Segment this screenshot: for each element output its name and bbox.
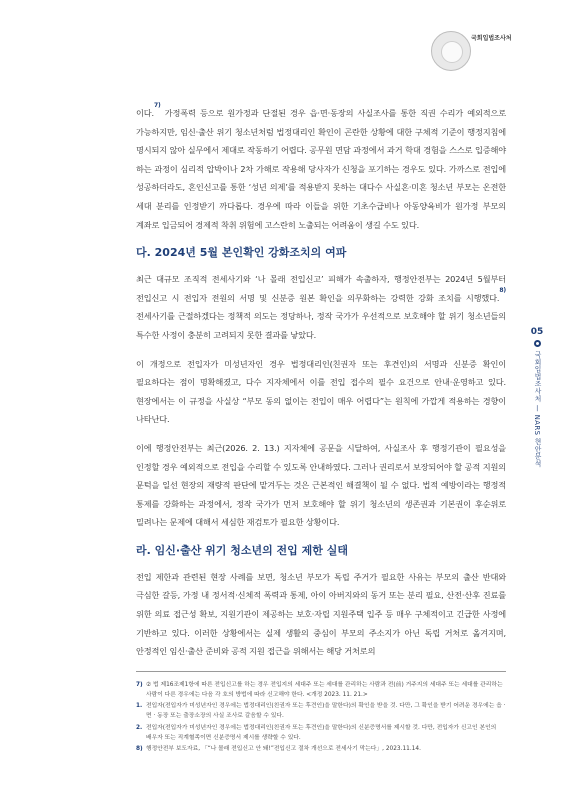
footnote-text: ② 법 제16조제1항에 따른 전입신고를 하는 경우 전입지의 세대주 또는 세대를 관리하는 사람과 전(前) 거주지의 세대주 또는 세대를 관리하는 사람이 다른 경우에는 다음 각 호의 방법에 따라 신고해야 한다. <개정 2023. 11. 21.>	[146, 681, 503, 699]
footnote-item-number: 2.	[136, 724, 143, 731]
nars-logo	[429, 29, 515, 71]
footnote-item-text: 전입자(전입자가 미성년자인 경우에는 법정대리인(친권자 또는 후견인)을 말한다)의 신분증명서를 제시할 것. 다만, 전입자가 신고인 본인의 배우자 또는 직계혈족이면 신분증명서 제시를 생략할 수 있다.	[146, 724, 497, 741]
main-content	[136, 104, 506, 755]
section-da-paragraph-3: 이에 행정안전부는 최근(2026. 2. 13.) 지자체에 공문을 시달하여, 사실조사 후 행정기관이 필요성을 인정할 경우 예외적으로 전입을 수리할 수 있도록 안내하였다. 그러나 권리로서 보장되어야 할 공적 지원의 문턱을 일선 현장의 재량적 판단에 맡겨두는 것은 근본적인 해결책이 될 수 없다. 법적 예방이라는 행정적 통제를 강화하는 과정에서, 정작 국가가 먼저 보호해야 할 위기 청소년의 생존권과 기본권이 후순위로 밀려나는 문제에 대해서 세심한 재검토가 필요한 상황이다.	[136, 442, 506, 528]
footnote-number: 8)	[136, 746, 143, 753]
section-da-p1-before: 최근 대규모 조직적 전세사기와 ‘나 몰래 전입신고’ 피해가 속출하자, 행정안전부는 2024년 5월부터 전입신고 시 전입자 전원의 서명 및 신분증 원본 확인을 의무화하는 강력한 강화 조치를 시행했다.	[136, 274, 506, 303]
section-da-paragraph-1	[136, 270, 506, 344]
footnote-ref-7[interactable]: 7)	[153, 102, 161, 109]
footnote-8	[136, 744, 506, 754]
intro-lead: 이다.	[136, 108, 154, 118]
section-heading-ra: 라. 임신·출산 위기 청소년의 전입 제한 실태	[136, 543, 348, 557]
footnote-7-item-2	[136, 723, 506, 743]
bullet-icon	[534, 340, 541, 347]
footnote-divider	[136, 671, 506, 672]
section-da-paragraph-2: 이 개정으로 전입자가 미성년자인 경우 법정대리인(친권자 또는 후견인)의 서명과 신분증 확인이 필요하다는 점이 명확해졌고, 다수 지자체에서 이를 전입 접수의 필수 요건으로 안내·운영하고 있다. 현장에서는 이 규정을 사실상 “부모 동의 없이는 전입이 매우 어렵다”는 원칙에 가깝게 적용하는 경향이 나타난다.	[136, 358, 506, 425]
chapter-number: 05	[530, 327, 544, 337]
side-tab	[527, 327, 547, 467]
footnote-item-number: 1.	[136, 703, 143, 710]
footnote-number: 7)	[136, 681, 143, 688]
footnote-ref-8[interactable]: 8)	[499, 286, 506, 294]
footnote-7-item-1	[136, 701, 506, 721]
seal-inner	[441, 41, 463, 63]
footnote-text: 행정안전부 보도자료, 「“나 몰래 전입신고 안 돼!”전입신고 절차 개선으로 전세사기 막는다」, 2023.11.14.	[146, 746, 421, 753]
section-ra-paragraph-1: 전입 제한과 관련된 현장 사례를 보면, 청소년 부모가 독립 주거가 필요한 사유는 부모의 출산 반대와 극심한 갈등, 가정 내 정서적·신체적 폭력과 통제, 아이 아버지와의 동거 또는 분리 필요, 산전·산후 진료를 위한 의료 접근성 확보, 지원기관이 제공하는 보호·자립 지원주택 입주 등 매우 구체적이고 긴급한 사정에 기반하고 있다. 이러한 상황에서는 실제 생활의 중심이 부모의 주소지가 아닌 독립 거처로 옮겨지며, 안정적인 임신·출산 준비와 공적 지원 접근을 위해서는 해당 거처로의	[136, 571, 506, 657]
section-heading-da: 다. 2024년 5월 본인확인 강화조치의 여파	[136, 246, 347, 260]
section-da-p1-after: 전세사기를 근절하겠다는 정책적 의도는 정당하나, 정작 국가가 우선적으로 보호해야 할 위기 청소년들의 특수한 사정이 충분히 고려되지 못한 결과를 낳았다.	[136, 311, 506, 340]
side-label: 국회입법조사처 — NARS 현안분석	[533, 351, 541, 468]
footnote-item-text: 전입자(전입자가 미성년자인 경우에는 법정대리인(친권자 또는 후견인)을 말한다)의 확인을 받을 것. 다만, 그 확인을 받기 어려운 경우에는 읍 · 면 · 동장 또는 출장소장의 사실 조사로 갈음할 수 있다.	[146, 703, 506, 720]
seal-emblem	[431, 31, 471, 71]
intro-paragraph	[136, 104, 506, 234]
logo-wordmark: 국회입법조사처	[471, 35, 512, 42]
intro-text: 가정폭력 등으로 원가정과 단절된 경우 읍·면·동장의 사실조사를 통한 직권 수리가 예외적으로 가능하지만, 임신·출산 위기 청소년처럼 법정대리인 확인이 곤란한 상황에 대한 구체적 기준이 행정지침에 명시되지 않아 실무에서 제대로 작동하기 어렵다. 공무원 면담 과정에서 과거 학대 경험을 스스로 입증해야 하는 과정이 심리적 압박이나 2차 가해로 작용해 당사자가 신청을 포기하는 경우도 있다. 가까스로 전입에 성공하더라도, 혼인신고를 통한 ‘성년 의제’를 적용받지 못하는 대다수 사실혼·미혼 청소년 부모는 온전한 세대 분리를 인정받기 까다롭다. 경우에 따라 이들을 위한 기초수급비나 아동양육비가 원가정 부모의 계좌로 입금되어 경제적 착취 위험에 고스란히 노출되는 어려움이 생길 수도 있다.	[136, 108, 506, 230]
footnote-7	[136, 680, 506, 700]
